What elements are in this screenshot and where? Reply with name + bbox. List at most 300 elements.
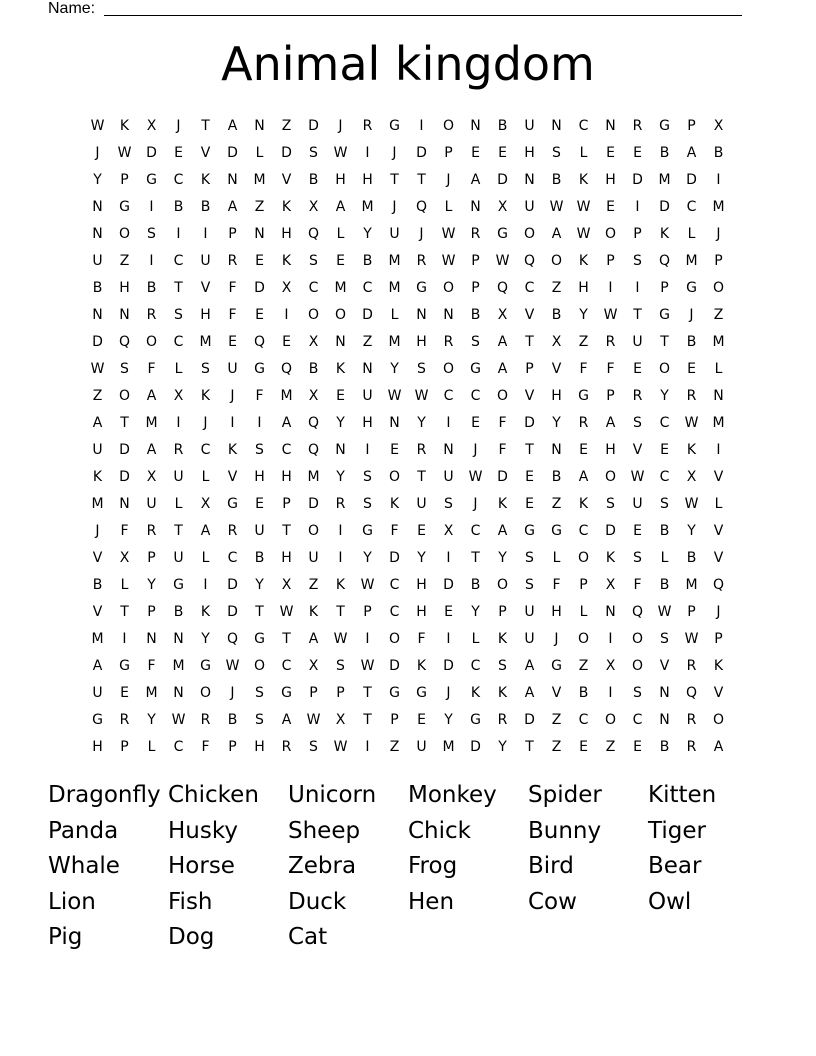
grid-cell: X <box>146 468 157 485</box>
grid-cell: N <box>389 414 400 431</box>
grid-cell: U <box>632 495 643 512</box>
grid-cell: J <box>338 117 343 134</box>
grid-cell: M <box>658 171 671 188</box>
grid-cell: A <box>605 414 616 431</box>
grid-cell: U <box>632 333 643 350</box>
grid-cell: D <box>308 117 319 134</box>
grid-cell: A <box>200 522 211 539</box>
grid-cell: I <box>608 630 613 647</box>
grid-cell: D <box>686 171 697 188</box>
grid-cell: Z <box>551 279 562 296</box>
grid-cell: Y <box>498 549 507 566</box>
grid-cell: C <box>659 468 670 485</box>
grid-cell: E <box>606 198 615 215</box>
grid-cell: T <box>471 549 480 566</box>
grid-cell: J <box>554 630 559 647</box>
grid-cell: C <box>173 252 184 269</box>
grid-cell: W <box>333 630 348 647</box>
grid-cell: J <box>446 171 451 188</box>
grid-cell: B <box>686 333 697 350</box>
grid-cell: M <box>712 414 725 431</box>
grid-cell: W <box>306 711 321 728</box>
grid-cell: L <box>174 360 183 377</box>
grid-cell: C <box>659 414 670 431</box>
grid-cell: G <box>578 387 589 404</box>
grid-cell: U <box>173 468 184 485</box>
grid-cell: K <box>308 603 319 620</box>
grid-cell: I <box>608 279 613 296</box>
word-bank-item: Cat <box>288 924 328 950</box>
grid-cell: T <box>363 684 372 701</box>
grid-cell: K <box>281 252 292 269</box>
grid-cell: L <box>201 468 210 485</box>
grid-cell: W <box>225 657 240 674</box>
grid-cell: C <box>389 603 400 620</box>
grid-cell: T <box>174 522 183 539</box>
grid-cell: F <box>255 387 264 404</box>
grid-cell: N <box>605 603 616 620</box>
grid-cell: N <box>227 171 238 188</box>
grid-cell: Y <box>660 387 669 404</box>
grid-row <box>84 328 732 355</box>
grid-row <box>84 166 732 193</box>
word-bank-item: Cow <box>528 888 577 915</box>
grid-cell: F <box>579 360 588 377</box>
grid-cell: A <box>92 414 103 431</box>
grid-cell: S <box>633 549 642 566</box>
grid-cell: I <box>716 171 721 188</box>
grid-cell: C <box>470 387 481 404</box>
grid-cell: D <box>659 198 670 215</box>
grid-cell: T <box>336 603 345 620</box>
grid-cell: V <box>92 549 103 566</box>
grid-cell: B <box>659 738 670 755</box>
grid-cell: W <box>90 360 105 377</box>
grid-cell: F <box>228 279 237 296</box>
grid-cell: P <box>147 603 156 620</box>
grid-cell: I <box>338 522 343 539</box>
grid-cell: P <box>228 738 237 755</box>
grid-cell: J <box>716 603 721 620</box>
word-bank-item: Kitten <box>648 782 717 808</box>
grid-cell: S <box>255 684 264 701</box>
grid-cell: X <box>146 117 157 134</box>
grid-cell: Z <box>578 333 589 350</box>
grid-cell: P <box>336 684 345 701</box>
grid-cell: F <box>417 630 426 647</box>
grid-cell: L <box>579 144 588 161</box>
grid-cell: I <box>365 738 370 755</box>
grid-cell: G <box>362 522 373 539</box>
grid-cell: D <box>227 576 238 593</box>
grid-cell: G <box>659 117 670 134</box>
word-bank-item: Tiger <box>648 817 706 844</box>
grid-cell: K <box>578 171 589 188</box>
grid-cell: M <box>307 468 320 485</box>
grid-cell: B <box>308 171 319 188</box>
grid-cell: G <box>389 684 400 701</box>
grid-cell: D <box>470 738 481 755</box>
grid-cell: K <box>497 684 508 701</box>
grid-cell: N <box>443 306 454 323</box>
grid-cell: Z <box>389 738 400 755</box>
grid-cell: Z <box>254 198 265 215</box>
grid-cell: E <box>174 144 183 161</box>
grid-cell: E <box>120 684 129 701</box>
grid-cell: E <box>417 711 426 728</box>
page-title: Animal kingdom <box>221 37 595 91</box>
grid-cell: U <box>389 225 400 242</box>
grid-cell: K <box>497 495 508 512</box>
grid-cell: S <box>525 576 534 593</box>
grid-cell: M <box>91 630 104 647</box>
grid-cell: R <box>227 522 238 539</box>
grid-cell: L <box>174 495 183 512</box>
grid-cell: G <box>470 360 481 377</box>
grid-cell: Q <box>496 279 509 296</box>
grid-cell: P <box>471 279 480 296</box>
grid-cell: H <box>200 306 211 323</box>
grid-cell: J <box>392 198 397 215</box>
grid-cell: S <box>471 333 480 350</box>
grid-cell: R <box>416 441 427 458</box>
grid-cell: W <box>684 630 699 647</box>
grid-cell: N <box>254 117 265 134</box>
grid-cell: J <box>392 144 397 161</box>
grid-cell: G <box>497 225 508 242</box>
grid-cell: B <box>551 171 562 188</box>
letter-grid <box>84 112 732 760</box>
grid-cell: U <box>416 495 427 512</box>
grid-cell: Q <box>415 198 428 215</box>
grid-cell: T <box>417 171 426 188</box>
grid-cell: K <box>578 252 589 269</box>
grid-cell: K <box>200 171 211 188</box>
grid-cell: W <box>171 711 186 728</box>
grid-cell: Q <box>226 630 239 647</box>
word-bank-item: Duck <box>288 888 347 915</box>
word-bank <box>48 778 768 956</box>
grid-cell: S <box>633 252 642 269</box>
grid-cell: I <box>203 576 208 593</box>
grid-cell: E <box>525 468 534 485</box>
grid-cell: G <box>281 684 292 701</box>
grid-cell: J <box>689 306 694 323</box>
grid-cell: O <box>550 252 563 269</box>
grid-cell: A <box>227 117 238 134</box>
grid-cell: H <box>335 171 346 188</box>
grid-row <box>84 274 732 301</box>
grid-cell: K <box>335 576 346 593</box>
grid-cell: C <box>524 279 535 296</box>
grid-cell: R <box>281 738 292 755</box>
grid-cell: L <box>147 738 156 755</box>
grid-cell: U <box>227 360 238 377</box>
grid-cell: V <box>524 387 535 404</box>
grid-cell: M <box>388 333 401 350</box>
name-label: Name: <box>48 0 96 17</box>
grid-cell: V <box>713 549 724 566</box>
grid-cell: F <box>201 738 210 755</box>
grid-cell: X <box>308 387 319 404</box>
grid-cell: X <box>686 468 697 485</box>
grid-cell: S <box>174 306 183 323</box>
grid-cell: D <box>497 171 508 188</box>
word-bank-item: Spider <box>528 782 602 808</box>
grid-cell: S <box>147 225 156 242</box>
grid-cell: N <box>335 333 346 350</box>
grid-cell: F <box>498 414 507 431</box>
grid-cell: D <box>443 576 454 593</box>
grid-cell: T <box>417 468 426 485</box>
grid-cell: H <box>92 738 103 755</box>
word-bank-item: Bird <box>528 853 574 879</box>
grid-cell: E <box>633 738 642 755</box>
grid-cell: M <box>361 198 374 215</box>
grid-cell: M <box>388 279 401 296</box>
grid-cell: E <box>471 414 480 431</box>
grid-cell: Y <box>255 576 264 593</box>
grid-cell: P <box>579 576 588 593</box>
grid-cell: R <box>200 711 211 728</box>
grid-cell: G <box>659 306 670 323</box>
grid-cell: W <box>576 198 591 215</box>
grid-cell: F <box>228 306 237 323</box>
grid-cell: E <box>687 360 696 377</box>
grid-cell: B <box>254 549 265 566</box>
grid-cell: R <box>605 333 616 350</box>
grid-cell: C <box>281 657 292 674</box>
grid-cell: B <box>470 306 481 323</box>
grid-cell: W <box>603 306 618 323</box>
grid-cell: E <box>498 144 507 161</box>
grid-cell: T <box>282 630 291 647</box>
grid-cell: H <box>416 576 427 593</box>
grid-cell: S <box>525 549 534 566</box>
grid-cell: H <box>605 171 616 188</box>
name-field <box>48 0 748 20</box>
grid-cell: X <box>308 657 319 674</box>
grid-cell: O <box>604 468 617 485</box>
grid-cell: W <box>360 576 375 593</box>
grid-cell: D <box>389 549 400 566</box>
grid-cell: K <box>497 630 508 647</box>
grid-cell: E <box>228 333 237 350</box>
grid-cell: U <box>254 522 265 539</box>
word-bank-item: Husky <box>168 817 238 844</box>
grid-cell: H <box>254 738 265 755</box>
grid-cell: W <box>90 117 105 134</box>
grid-cell: O <box>577 549 590 566</box>
grid-cell: X <box>119 549 130 566</box>
grid-cell: B <box>92 576 103 593</box>
grid-cell: E <box>660 441 669 458</box>
grid-cell: V <box>524 306 535 323</box>
grid-cell: A <box>686 144 697 161</box>
grid-cell: J <box>95 144 100 161</box>
grid-row <box>84 571 732 598</box>
grid-cell: R <box>119 711 130 728</box>
grid-cell: E <box>633 522 642 539</box>
grid-cell: M <box>712 198 725 215</box>
grid-cell: I <box>122 630 127 647</box>
grid-cell: C <box>578 117 589 134</box>
grid-cell: P <box>444 144 453 161</box>
grid-cell: I <box>446 549 451 566</box>
grid-cell: W <box>441 252 456 269</box>
grid-cell: C <box>632 711 643 728</box>
grid-cell: G <box>416 684 427 701</box>
grid-cell: M <box>253 171 266 188</box>
grid-cell: W <box>657 603 672 620</box>
grid-cell: T <box>255 603 264 620</box>
grid-cell: S <box>498 657 507 674</box>
grid-cell: Q <box>685 684 698 701</box>
grid-cell: O <box>496 387 509 404</box>
grid-cell: H <box>254 468 265 485</box>
grid-cell: R <box>416 252 427 269</box>
word-bank-item: Hen <box>408 888 455 915</box>
grid-cell: O <box>307 306 320 323</box>
grid-cell: S <box>417 360 426 377</box>
grid-cell: U <box>362 387 373 404</box>
grid-cell: I <box>419 117 424 134</box>
grid-cell: K <box>389 495 400 512</box>
grid-cell: X <box>713 117 724 134</box>
grid-cell: S <box>633 414 642 431</box>
grid-cell: E <box>336 252 345 269</box>
grid-row <box>84 544 732 571</box>
grid-cell: C <box>389 576 400 593</box>
grid-cell: C <box>200 441 211 458</box>
grid-row <box>84 733 732 760</box>
word-bank-item: Zebra <box>288 853 357 879</box>
grid-cell: I <box>257 414 262 431</box>
grid-cell: P <box>309 684 318 701</box>
grid-cell: I <box>365 144 370 161</box>
grid-cell: L <box>714 495 723 512</box>
grid-cell: P <box>714 630 723 647</box>
grid-cell: R <box>227 252 238 269</box>
grid-cell: R <box>362 117 373 134</box>
grid-cell: T <box>660 333 669 350</box>
grid-cell: B <box>578 684 589 701</box>
word-bank-item: Fish <box>168 888 213 915</box>
grid-cell: B <box>362 252 373 269</box>
grid-cell: Y <box>336 414 345 431</box>
grid-cell: O <box>334 306 347 323</box>
grid-cell: D <box>632 171 643 188</box>
grid-cell: R <box>497 711 508 728</box>
grid-cell: V <box>200 279 211 296</box>
grid-cell: C <box>173 738 184 755</box>
grid-cell: M <box>685 252 698 269</box>
grid-cell: B <box>659 144 670 161</box>
grid-cell: L <box>390 306 399 323</box>
grid-cell: D <box>308 495 319 512</box>
grid-cell: A <box>497 333 508 350</box>
grid-cell: Z <box>362 333 373 350</box>
grid-cell: T <box>525 333 534 350</box>
grid-cell: U <box>92 684 103 701</box>
grid-row <box>84 112 732 139</box>
grid-cell: G <box>146 171 157 188</box>
grid-cell: S <box>633 684 642 701</box>
grid-cell: A <box>524 657 535 674</box>
grid-cell: O <box>388 630 401 647</box>
grid-cell: M <box>172 657 185 674</box>
grid-cell: U <box>92 441 103 458</box>
grid-cell: Z <box>605 738 616 755</box>
grid-cell: V <box>659 657 670 674</box>
grid-cell: O <box>631 657 644 674</box>
grid-cell: E <box>525 495 534 512</box>
grid-cell: X <box>308 198 319 215</box>
grid-cell: J <box>230 387 235 404</box>
grid-cell: E <box>471 144 480 161</box>
grid-cell: R <box>443 333 454 350</box>
grid-cell: T <box>525 441 534 458</box>
word-bank-item: Chick <box>408 817 471 844</box>
grid-cell: L <box>687 225 696 242</box>
grid-cell: Y <box>417 414 426 431</box>
grid-cell: Y <box>498 738 507 755</box>
grid-cell: O <box>604 225 617 242</box>
grid-cell: W <box>360 657 375 674</box>
grid-cell: M <box>145 684 158 701</box>
grid-cell: V <box>551 684 562 701</box>
grid-cell: Q <box>307 414 320 431</box>
grid-cell: E <box>633 144 642 161</box>
grid-cell: K <box>416 657 427 674</box>
grid-cell: K <box>200 387 211 404</box>
grid-cell: D <box>92 333 103 350</box>
grid-cell: H <box>281 225 292 242</box>
grid-cell: J <box>203 414 208 431</box>
grid-cell: G <box>524 522 535 539</box>
grid-cell: B <box>146 279 157 296</box>
grid-cell: F <box>120 522 129 539</box>
grid-cell: I <box>203 225 208 242</box>
grid-cell: B <box>659 522 670 539</box>
grid-cell: X <box>443 522 454 539</box>
grid-cell: W <box>414 387 429 404</box>
grid-cell: A <box>281 414 292 431</box>
grid-row <box>84 625 732 652</box>
grid-cell: I <box>149 198 154 215</box>
grid-cell: H <box>119 279 130 296</box>
grid-cell: A <box>308 630 319 647</box>
grid-cell: U <box>524 117 535 134</box>
grid-cell: W <box>117 144 132 161</box>
grid-cell: D <box>497 468 508 485</box>
grid-cell: C <box>173 333 184 350</box>
grid-cell: S <box>309 738 318 755</box>
grid-cell: P <box>606 387 615 404</box>
grid-cell: N <box>551 441 562 458</box>
grid-row <box>84 193 732 220</box>
grid-cell: X <box>497 198 508 215</box>
grid-cell: X <box>497 306 508 323</box>
grid-cell: G <box>686 279 697 296</box>
grid-cell: Y <box>390 360 399 377</box>
grid-cell: N <box>470 117 481 134</box>
grid-cell: S <box>660 630 669 647</box>
grid-cell: A <box>497 522 508 539</box>
grid-cell: E <box>417 522 426 539</box>
grid-cell: P <box>660 279 669 296</box>
grid-cell: D <box>416 144 427 161</box>
